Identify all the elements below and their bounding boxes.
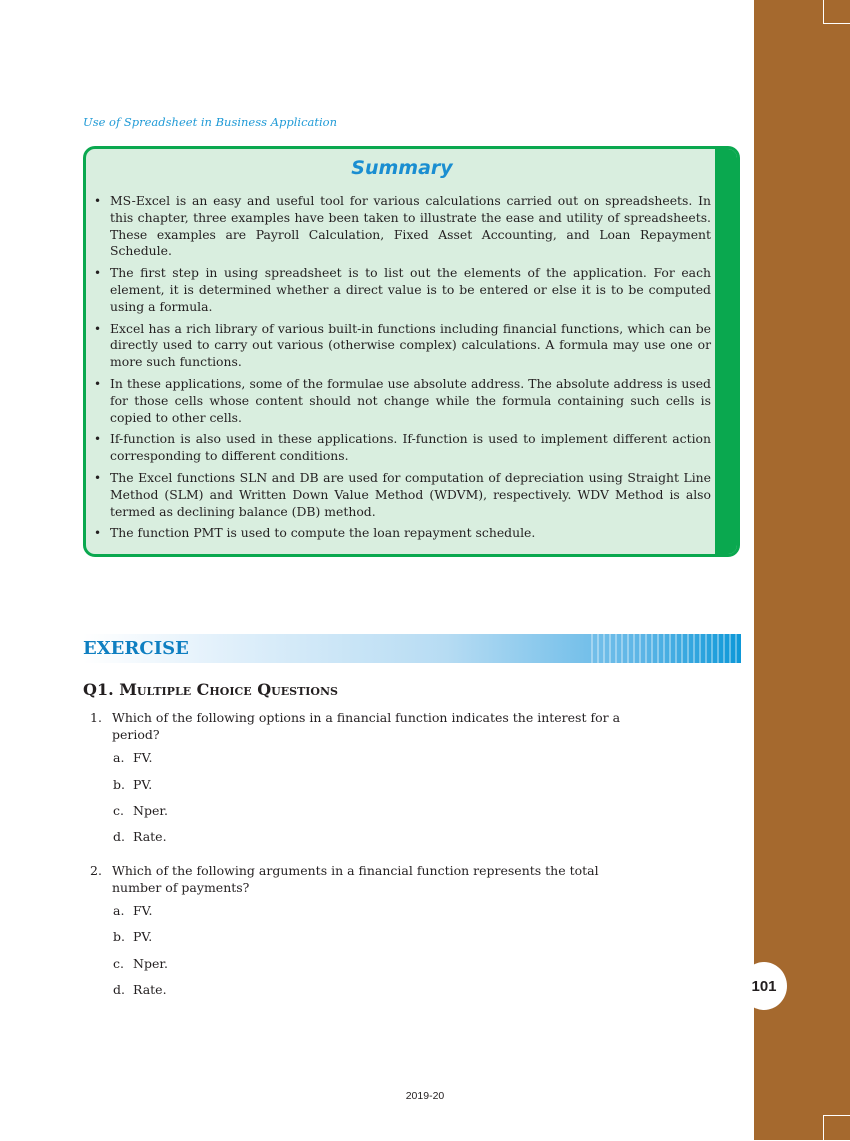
exercise-banner: [83, 634, 741, 663]
bullet-icon: •: [94, 470, 102, 485]
option-item: d. Rate.: [113, 829, 167, 844]
running-head: Use of Spreadsheet in Business Application: [83, 115, 338, 129]
summary-point: • If-function is also used in these applications. If-function is used to implement different action corresponding to different conditions.: [94, 431, 711, 464]
bullet-icon: •: [94, 526, 102, 541]
exercise-banner-stripes: [591, 634, 741, 663]
question-2: [90, 863, 650, 896]
page-number: 101: [741, 962, 787, 1010]
summary-box: [83, 146, 740, 557]
exercise-title: EXERCISE: [83, 638, 189, 659]
summary-point: • Excel has a rich library of various built-in functions including financial functions, which can be directly used to carry out various (otherwise complex) calculations. A formula may use one or more such functions.: [94, 320, 711, 370]
bullet-icon: •: [94, 432, 102, 447]
option-item: b. PV.: [113, 929, 153, 944]
summary-point: • The first step in using spreadsheet is to list out the elements of the application. For each element, it is determined whether a direct value is to be entered or else it is to be computed using a formula.: [94, 265, 711, 314]
question-text: Which of the following options in a financial function indicates the interest for a period?: [112, 710, 621, 742]
question-1: [90, 710, 650, 743]
option-item: a. FV.: [113, 750, 153, 765]
summary-list: [92, 193, 711, 547]
question-text: Which of the following arguments in a financial function represents the total number of payments?: [112, 863, 599, 895]
option-item: d. Rate.: [113, 982, 167, 997]
option-item: c. Nper.: [113, 956, 168, 971]
summary-title: Summary: [351, 157, 453, 179]
bullet-icon: •: [94, 321, 102, 336]
crop-mark-bottom: [823, 1115, 850, 1141]
summary-point: • MS-Excel is an easy and useful tool for various calculations carried out on spreadsheets. In this chapter, three examples have been taken to illustrate the ease and utility of spreadsheets. These examples are Payroll Calculation, Fixed Asset Accounting, and Loan Repayment Schedule.: [94, 193, 711, 259]
summary-point: • In these applications, some of the formulae use absolute address. The absolute address is used for those cells whose content should not change while the formula containing such cells is copied to other cells.: [94, 375, 711, 425]
option-item: b. PV.: [113, 777, 153, 792]
footer-year: 2019-20: [405, 1090, 445, 1102]
bullet-icon: •: [94, 376, 102, 391]
crop-mark-top: [823, 0, 850, 24]
option-item: c. Nper.: [113, 803, 168, 818]
option-item: a. FV.: [113, 903, 153, 918]
bullet-icon: •: [94, 194, 102, 208]
summary-point: • The Excel functions SLN and DB are used for computation of depreciation using Straight Line Method (SLM) and Written Down Value Method (WDVM), respectively. WDV Method is also termed as declining balance (DB) method.: [94, 469, 711, 519]
bullet-icon: •: [94, 266, 102, 281]
summary-point: • The function PMT is used to compute the loan repayment schedule.: [94, 525, 536, 541]
summary-box-stripe: [715, 149, 737, 554]
section-heading: Q1. Multiple Choice Questions: [83, 680, 338, 699]
question-number: 1.: [90, 710, 102, 725]
question-number: 2.: [90, 863, 102, 878]
